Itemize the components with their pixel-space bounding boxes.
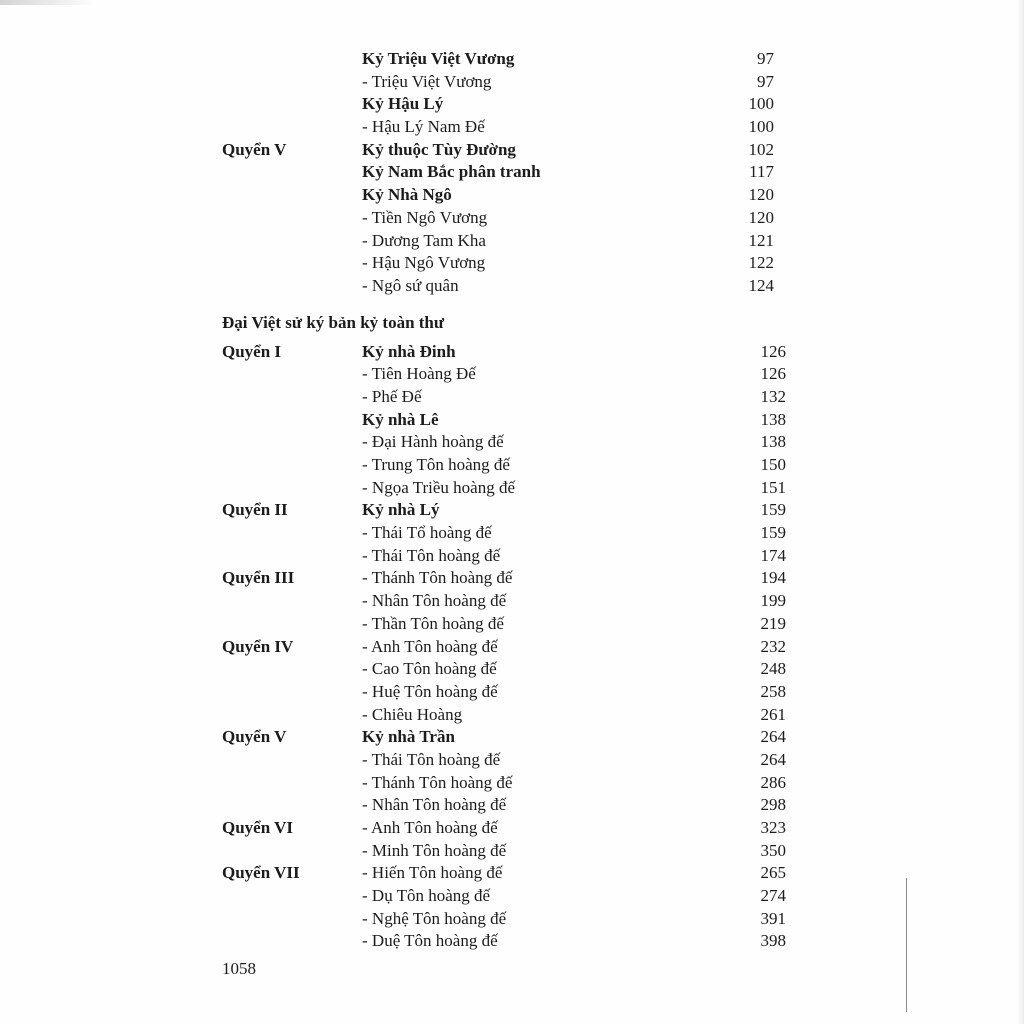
toc-page-number: 102 (748, 139, 774, 159)
toc-page-number: 138 (760, 409, 786, 429)
toc-page-number: 100 (748, 117, 774, 137)
scan-artifact-right-edge (1017, 0, 1024, 1024)
toc-row (222, 545, 786, 568)
toc-entry-title: - Triệu Việt Vương (362, 71, 492, 91)
toc-row (222, 116, 786, 139)
toc-entry-title: - Anh Tôn hoàng đế (362, 636, 498, 656)
toc-entry-title: Kỷ Nhà Ngô (362, 185, 452, 205)
toc-row (222, 252, 786, 275)
toc-entry-title: - Nghệ Tôn hoàng đế (362, 908, 507, 928)
toc-row (222, 207, 786, 230)
toc-entry-title: - Thái Tôn hoàng đế (362, 749, 501, 769)
toc-page-number: 264 (760, 727, 786, 747)
toc-row (222, 363, 786, 386)
toc-entry-title: - Tiền Ngô Vương (362, 207, 488, 227)
toc-row (222, 161, 786, 184)
toc-entry-title: Kỷ nhà Lê (362, 409, 439, 429)
toc-entry-title: Kỷ Nam Bắc phân tranh (362, 162, 541, 182)
toc-entry-title: - Nhân Tôn hoàng đế (362, 591, 507, 611)
toc-row (222, 885, 786, 908)
toc-row (222, 567, 786, 590)
toc-entry-title: - Ngô sứ quân (362, 275, 459, 295)
toc-volume-label: Quyển V (222, 139, 287, 159)
toc-section-basic-annals (222, 341, 786, 954)
toc-row (222, 499, 786, 522)
toc-entry-title: - Chiêu Hoàng (362, 704, 463, 724)
toc-row (222, 341, 786, 364)
toc-page-number: 159 (760, 500, 786, 520)
toc-page-number: 97 (757, 71, 774, 91)
toc-entry-title: - Hiến Tôn hoàng đế (362, 863, 503, 883)
toc-entry-title: - Đại Hành hoàng đế (362, 432, 504, 452)
toc-entry-title: Kỷ nhà Trần (362, 727, 455, 747)
toc-row (222, 48, 786, 71)
toc-page-number: 120 (748, 207, 774, 227)
toc-page-number: 100 (748, 94, 774, 114)
toc-page-number: 398 (760, 931, 786, 951)
toc-entry-title: - Duệ Tôn hoàng đế (362, 931, 498, 951)
toc-row (222, 184, 786, 207)
toc-row (222, 454, 786, 477)
toc-page-number: 258 (760, 681, 786, 701)
toc-row (222, 431, 786, 454)
toc-page-number: 97 (757, 49, 774, 68)
toc-volume-label: Quyển I (222, 341, 282, 361)
toc-entry-title: - Thái Tổ hoàng đế (362, 523, 492, 543)
toc-row (222, 704, 786, 727)
toc-row (222, 139, 786, 162)
toc-entry-title: - Cao Tôn hoàng đế (362, 659, 497, 679)
toc-row (222, 230, 786, 253)
toc-page-number: 199 (760, 591, 786, 611)
toc-page-number: 124 (748, 275, 774, 295)
toc-entry-title: - Thánh Tôn hoàng đế (362, 568, 513, 588)
toc-row (222, 908, 786, 931)
toc-entry-title: Kỷ nhà Lý (362, 500, 440, 520)
toc-page-number: 132 (760, 386, 786, 406)
toc-row (222, 409, 786, 432)
toc-entry-title: - Nhân Tôn hoàng đế (362, 795, 507, 815)
toc-page-number: 121 (748, 230, 774, 250)
toc-row (222, 477, 786, 500)
toc-page-number: 194 (760, 568, 786, 588)
table-of-contents (222, 48, 786, 953)
toc-row (222, 658, 786, 681)
toc-page-number: 350 (760, 840, 786, 860)
scan-artifact-top-left (0, 0, 95, 5)
toc-entry-title: - Phế Đế (362, 386, 422, 406)
toc-page-number: 117 (749, 162, 774, 182)
toc-entry-title: Kỷ thuộc Tùy Đường (362, 139, 516, 159)
toc-volume-label: Quyển III (222, 568, 295, 588)
toc-page-number: 126 (760, 364, 786, 384)
toc-page-number: 391 (760, 908, 786, 928)
toc-entry-title: - Thái Tôn hoàng đế (362, 545, 501, 565)
toc-row (222, 71, 786, 94)
toc-page-number: 138 (760, 432, 786, 452)
toc-entry-title: - Minh Tôn hoàng đế (362, 840, 507, 860)
toc-page-number: 120 (748, 185, 774, 205)
toc-page-number: 264 (760, 749, 786, 769)
toc-row (222, 681, 786, 704)
toc-page-number: 286 (760, 772, 786, 792)
toc-page-number: 248 (760, 659, 786, 679)
toc-entry-title: Kỷ Triệu Việt Vương (362, 49, 515, 68)
toc-section-header: Đại Việt sử ký bản kỷ toàn thư (222, 312, 445, 332)
toc-entry-title: - Anh Tôn hoàng đế (362, 818, 498, 837)
toc-row (222, 772, 786, 795)
toc-page-number: 232 (760, 636, 786, 656)
toc-page-number: 122 (748, 253, 774, 273)
toc-row (222, 613, 786, 636)
toc-row (222, 275, 786, 298)
toc-volume-label: Quyển VI (222, 818, 294, 837)
toc-entry-title: - Hậu Ngô Vương (362, 253, 486, 273)
toc-entry-title: - Tiên Hoàng Đế (362, 364, 476, 384)
toc-section-outer-annals (222, 48, 786, 298)
toc-row (222, 93, 786, 116)
toc-row (222, 930, 786, 953)
toc-row (222, 817, 786, 840)
toc-page-number: 261 (760, 704, 786, 724)
scan-artifact-vertical-line (906, 878, 907, 1012)
toc-volume-label: Quyển IV (222, 636, 294, 656)
toc-page-number: 219 (760, 613, 786, 633)
toc-volume-label: Quyển VII (222, 863, 300, 883)
toc-page-number: 323 (760, 818, 786, 837)
toc-row (222, 386, 786, 409)
toc-entry-title: - Dụ Tôn hoàng đế (362, 886, 491, 906)
toc-volume-label: Quyển V (222, 727, 287, 747)
toc-entry-title: Kỷ Hậu Lý (362, 94, 444, 114)
toc-row (222, 726, 786, 749)
toc-page-number: 174 (760, 545, 786, 565)
toc-entry-title: - Hậu Lý Nam Đế (362, 117, 485, 137)
toc-page-number: 265 (760, 863, 786, 883)
toc-row (222, 590, 786, 613)
toc-volume-label: Quyển II (222, 500, 288, 520)
toc-page-number: 151 (760, 477, 786, 497)
toc-row (222, 636, 786, 659)
toc-entry-title: - Trung Tôn hoàng đế (362, 455, 510, 474)
toc-page-number: 126 (760, 341, 786, 361)
toc-entry-title: - Thần Tôn hoàng đế (362, 613, 504, 633)
toc-row (222, 749, 786, 772)
toc-page-number: 150 (760, 455, 786, 474)
toc-row (222, 862, 786, 885)
toc-row (222, 522, 786, 545)
toc-entry-title: - Thánh Tôn hoàng đế (362, 772, 513, 792)
toc-entry-title: Kỷ nhà Đinh (362, 341, 456, 361)
toc-row (222, 794, 786, 817)
toc-entry-title: - Dương Tam Kha (362, 230, 486, 250)
toc-page-number: 298 (760, 795, 786, 815)
toc-row (222, 840, 786, 863)
toc-page-number: 274 (760, 886, 786, 906)
toc-entry-title: - Ngọa Triều hoàng đế (362, 477, 515, 497)
page-number: 1058 (222, 959, 256, 978)
toc-entry-title: - Huệ Tôn hoàng đế (362, 681, 498, 701)
toc-page-number: 159 (760, 523, 786, 543)
